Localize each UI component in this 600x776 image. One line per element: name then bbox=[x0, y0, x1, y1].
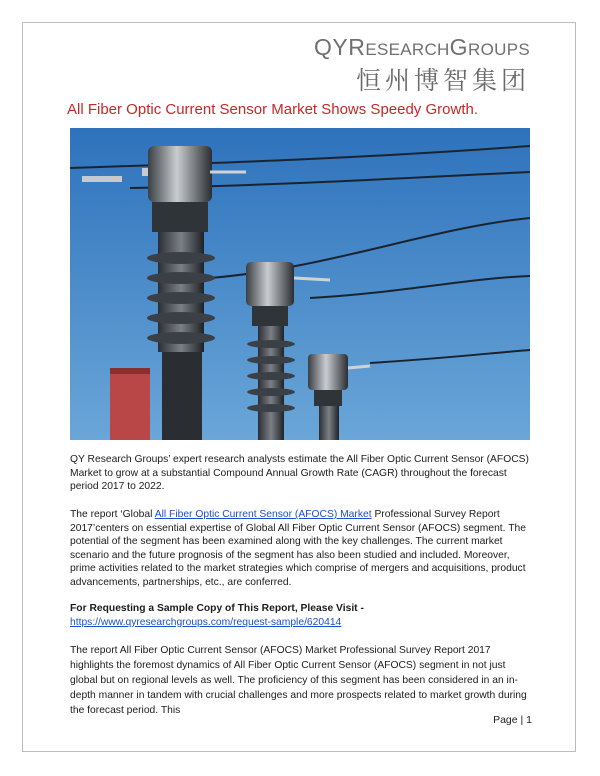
report-title-link[interactable]: All Fiber Optic Current Sensor (AFOCS) Market bbox=[154, 509, 372, 520]
report-highlights-paragraph: The report All Fiber Optic Current Sensor (AFOCS) Market Professional Survey Report 2017 highlights the foremost dynamics of All Fiber Optic Current Sensor (AFOCS) segment in not just global but on regional levels as well. The proficiency of this segment has been considered in an in-depth manner in tandem with crucial challenges and more prospects related to market growth during the forecast period. This bbox=[70, 645, 527, 716]
sample-request-link[interactable]: https://www.qyresearchgroups.com/request-sample/620414 bbox=[70, 616, 342, 628]
logo-chinese: 恒州博智集团 bbox=[355, 66, 530, 95]
company-logo bbox=[314, 34, 530, 97]
intro-paragraph: QY Research Groups’ expert research analysts estimate the All Fiber Optic Current Sensor (AFOCS) Market to grow at a substantial Compound Annual Growth Rate (CAGR) throughout the forecast period 2017 to 2022. bbox=[70, 454, 529, 493]
logo-english: QYRESEARCHGROUPS bbox=[313, 34, 530, 60]
hero-image-current-sensors bbox=[70, 128, 530, 440]
page-number: Page | 1 bbox=[493, 714, 532, 726]
report-overview-paragraph: The report ‘Global All Fiber Optic Current Sensor (AFOCS) Market Professional Survey Report 2017’centers on essential expertise of Global All Fiber Optic Current Sensor (AFOCS) segment. The potential of the segment has been examined along with the key challenges. The current market scenario and the future prognosis of the segment has also been studied and included. Moreover, prime activities related to the market strategies which comprise of mergers and acquisitions, product advancements, partnerships, etc., are conferred. bbox=[70, 509, 526, 588]
sample-request-heading: For Requesting a Sample Copy of This Report, Please Visit - bbox=[70, 603, 364, 614]
page-title: All Fiber Optic Current Sensor Market Shows Speedy Growth. bbox=[67, 101, 478, 118]
sample-request-block bbox=[70, 602, 532, 629]
